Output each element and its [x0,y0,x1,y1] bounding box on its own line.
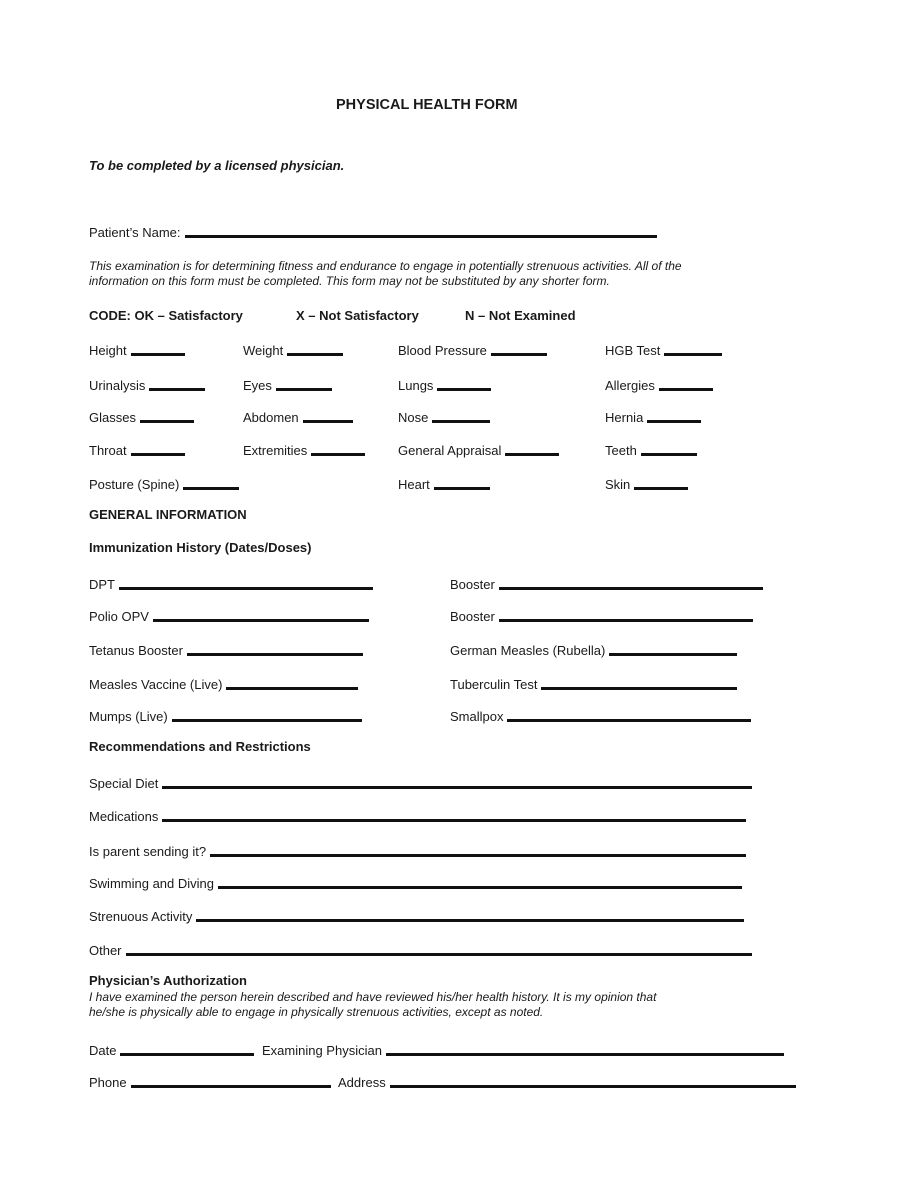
booster-1-line[interactable] [499,587,763,590]
date-field[interactable] [89,1040,254,1058]
hernia-field[interactable] [605,407,701,425]
special-diet-field[interactable] [89,773,752,791]
swimming-field[interactable] [89,873,742,891]
nose-label: Nose [398,410,429,425]
blood-pressure-label: Blood Pressure [398,343,487,358]
abdomen-field[interactable] [243,407,353,425]
intro-line-1: This examination is for determining fitness and endurance to engage in potentially strenuous activities. All of the [89,259,682,273]
measles-vaccine-line[interactable] [226,687,358,690]
patient-name-label: Patient’s Name: [89,225,181,240]
polio-label: Polio OPV [89,609,149,624]
posture-field[interactable] [89,474,239,492]
german-measles-line[interactable] [609,653,737,656]
height-field[interactable] [89,340,185,358]
authorization-line-2: he/she is physically able to engage in physically strenuous activities, except as noted. [89,1005,544,1019]
eyes-label: Eyes [243,378,272,393]
weight-field[interactable] [243,340,343,358]
code-ok: CODE: OK – Satisfactory [89,308,243,323]
glasses-line[interactable] [140,420,194,423]
general-appraisal-field[interactable] [398,440,559,458]
allergies-line[interactable] [659,388,713,391]
recommendations-heading: Recommendations and Restrictions [89,739,311,754]
address-field[interactable] [338,1072,796,1090]
extremities-field[interactable] [243,440,365,458]
booster-2-label: Booster [450,609,495,624]
lungs-label: Lungs [398,378,434,393]
weight-label: Weight [243,343,284,358]
phone-line[interactable] [131,1085,331,1088]
smallpox-label: Smallpox [450,709,504,724]
teeth-label: Teeth [605,443,637,458]
throat-label: Throat [89,443,127,458]
german-measles-field[interactable] [450,640,737,658]
urinalysis-field[interactable] [89,375,205,393]
other-line[interactable] [126,953,752,956]
tuberculin-label: Tuberculin Test [450,677,538,692]
mumps-field[interactable] [89,706,362,724]
tetanus-field[interactable] [89,640,363,658]
intro-paragraph [89,259,809,289]
address-line[interactable] [390,1085,796,1088]
heart-line[interactable] [434,487,490,490]
skin-field[interactable] [605,474,688,492]
extremities-line[interactable] [311,453,365,456]
polio-line[interactable] [153,619,369,622]
general-appraisal-line[interactable] [505,453,559,456]
nose-line[interactable] [432,420,490,423]
abdomen-label: Abdomen [243,410,299,425]
authorization-heading: Physician’s Authorization [89,973,247,988]
polio-field[interactable] [89,606,369,624]
strenuous-activity-field[interactable] [89,906,744,924]
address-label: Address [338,1075,386,1090]
tuberculin-field[interactable] [450,674,737,692]
general-appraisal-label: General Appraisal [398,443,502,458]
strenuous-activity-label: Strenuous Activity [89,909,193,924]
patient-name-field[interactable] [89,222,657,240]
medications-label: Medications [89,809,159,824]
intro-line-2: information on this form must be completed. This form may not be substituted by any shorter form. [89,274,610,288]
nose-field[interactable] [398,407,490,425]
hgb-test-label: HGB Test [605,343,661,358]
tetanus-label: Tetanus Booster [89,643,183,658]
hgb-test-line[interactable] [664,353,722,356]
medications-line[interactable] [162,819,746,822]
immunization-heading: Immunization History (Dates/Doses) [89,540,312,555]
teeth-field[interactable] [605,440,697,458]
height-label: Height [89,343,127,358]
smallpox-field[interactable] [450,706,751,724]
phone-label: Phone [89,1075,127,1090]
height-line[interactable] [131,353,185,356]
posture-label: Posture (Spine) [89,477,180,492]
dpt-line[interactable] [119,587,373,590]
dpt-field[interactable] [89,574,373,592]
hernia-line[interactable] [647,420,701,423]
parent-sending-line[interactable] [210,854,746,857]
code-x: X – Not Satisfactory [296,308,419,323]
other-label: Other [89,943,122,958]
authorization-paragraph [89,990,809,1020]
measles-vaccine-label: Measles Vaccine (Live) [89,677,223,692]
skin-label: Skin [605,477,631,492]
booster-2-field[interactable] [450,606,753,624]
strenuous-activity-line[interactable] [196,919,744,922]
examining-physician-field[interactable] [262,1040,784,1058]
swimming-label: Swimming and Diving [89,876,214,891]
swimming-line[interactable] [218,886,742,889]
allergies-field[interactable] [605,375,713,393]
glasses-label: Glasses [89,410,136,425]
medications-field[interactable] [89,806,746,824]
heart-field[interactable] [398,474,490,492]
tetanus-line[interactable] [187,653,363,656]
examining-physician-line[interactable] [386,1053,784,1056]
dpt-label: DPT [89,577,115,592]
skin-line[interactable] [634,487,688,490]
urinalysis-line[interactable] [149,388,205,391]
blood-pressure-line[interactable] [491,353,547,356]
heart-label: Heart [398,477,430,492]
patient-name-line[interactable] [185,235,657,238]
teeth-line[interactable] [641,453,697,456]
authorization-line-1: I have examined the person herein described and have reviewed his/her health history. It is my opinion that [89,990,657,1004]
throat-field[interactable] [89,440,185,458]
booster-1-label: Booster [450,577,495,592]
eyes-field[interactable] [243,375,332,393]
booster-1-field[interactable] [450,574,763,592]
blood-pressure-field[interactable] [398,340,547,358]
throat-line[interactable] [131,453,185,456]
form-subtitle: To be completed by a licensed physician. [89,158,345,173]
page-title: PHYSICAL HEALTH FORM [336,97,518,113]
other-field[interactable] [89,940,752,958]
special-diet-label: Special Diet [89,776,159,791]
tuberculin-line[interactable] [541,687,737,690]
posture-line[interactable] [183,487,239,490]
parent-sending-field[interactable] [89,841,746,859]
mumps-label: Mumps (Live) [89,709,168,724]
parent-sending-label: Is parent sending it? [89,844,207,859]
code-n: N – Not Examined [465,308,576,323]
german-measles-label: German Measles (Rubella) [450,643,606,658]
mumps-line[interactable] [172,719,362,722]
weight-line[interactable] [287,353,343,356]
date-label: Date [89,1043,117,1058]
allergies-label: Allergies [605,378,655,393]
glasses-field[interactable] [89,407,194,425]
special-diet-line[interactable] [162,786,752,789]
booster-2-line[interactable] [499,619,753,622]
hgb-test-field[interactable] [605,340,722,358]
lungs-line[interactable] [437,388,491,391]
eyes-line[interactable] [276,388,332,391]
date-line[interactable] [120,1053,254,1056]
urinalysis-label: Urinalysis [89,378,146,393]
measles-vaccine-field[interactable] [89,674,358,692]
extremities-label: Extremities [243,443,308,458]
general-info-heading: GENERAL INFORMATION [89,507,247,522]
phone-field[interactable] [89,1072,331,1090]
abdomen-line[interactable] [303,420,353,423]
hernia-label: Hernia [605,410,644,425]
lungs-field[interactable] [398,375,491,393]
examining-physician-label: Examining Physician [262,1043,382,1058]
smallpox-line[interactable] [507,719,751,722]
